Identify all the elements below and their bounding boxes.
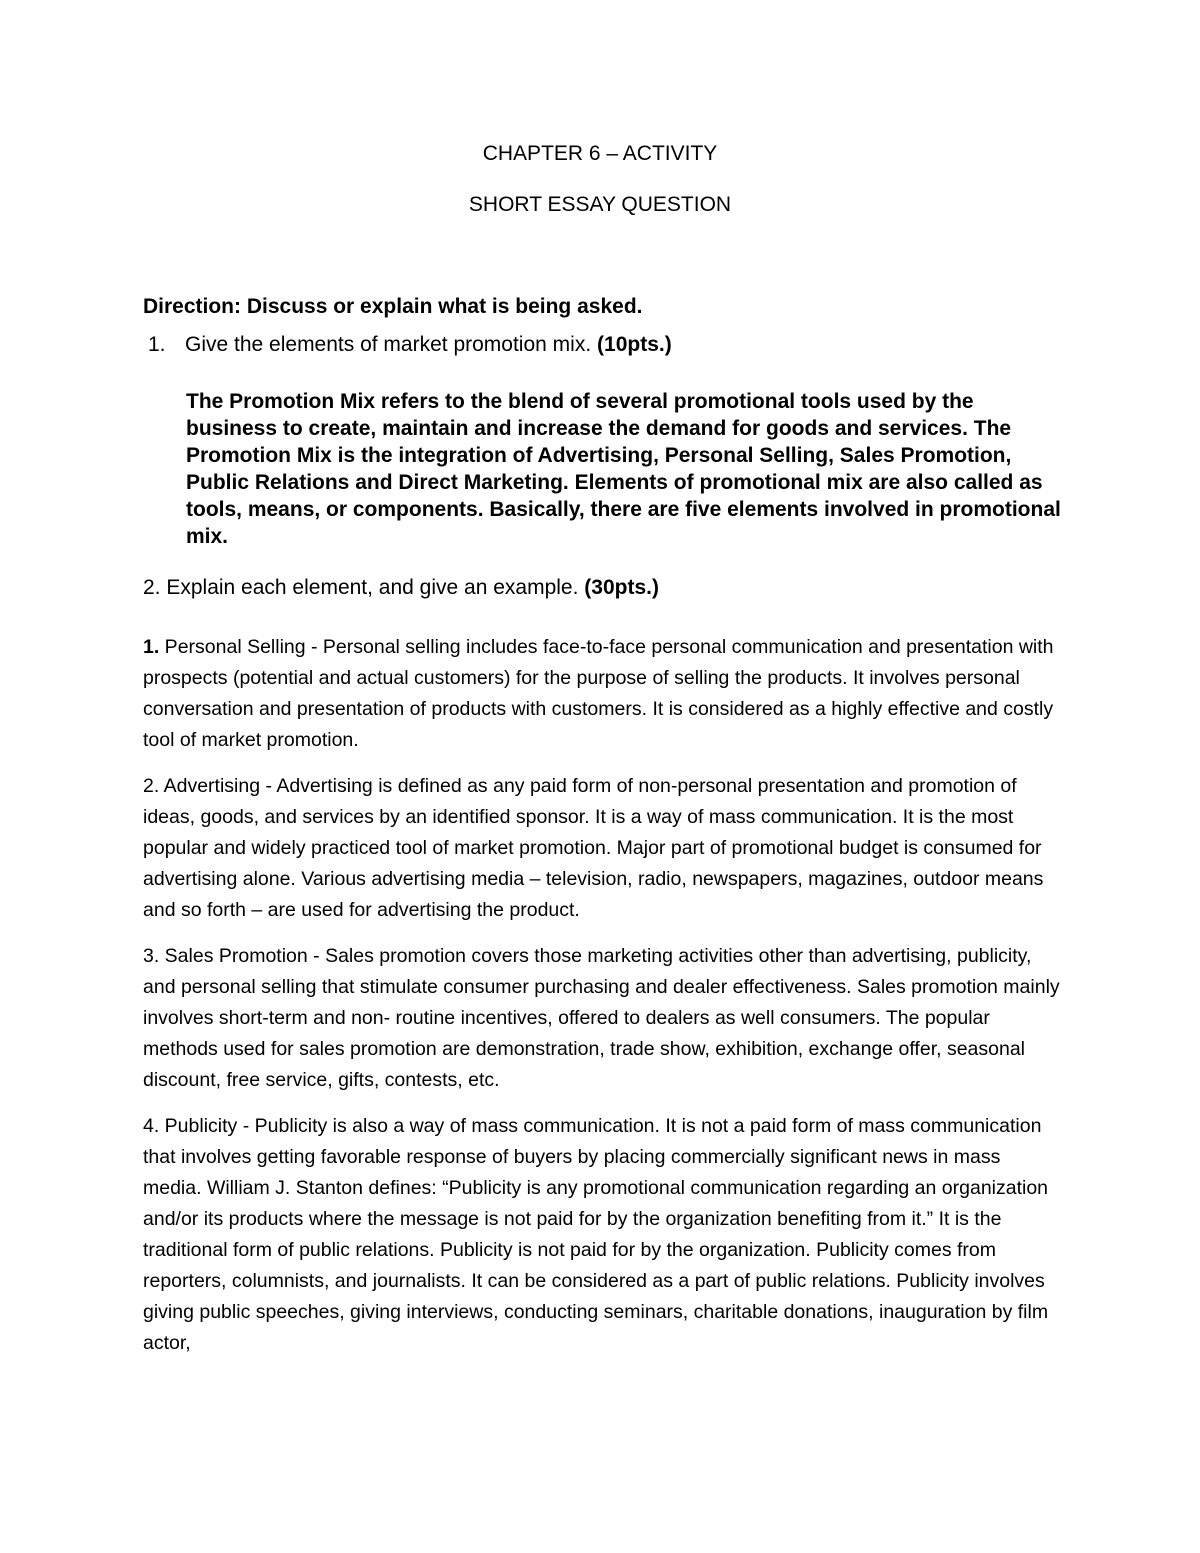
element-text: 3. Sales Promotion - Sales promotion covers those marketing activities other than advertising, publicity, and personal selling that stimulate consumer purchasing and dealer effectiveness. Sales promotion mainly involves short-term and non- routine incentives, offered to dealers as well consumers. The popular methods used for sales promotion are demonstration, trade show, exhibition, exchange offer, seasonal discount, free service, gifts, contests, etc. <box>143 945 1060 1091</box>
section-subtitle: SHORT ESSAY QUESTION <box>468 193 732 216</box>
question-1-answer: The Promotion Mix refers to the blend of several promotional tools used by the business to create, maintain and increase the demand for goods and services. The Promotion Mix is the integration of Advertising, Personal Selling, Sales Promotion, Public Relations and Direct Marketing. Elements of promotional mix are also called as tools, means, or components. Basically, there are five elements involved in promotional mix. <box>186 390 1061 548</box>
question-2 <box>143 576 659 600</box>
elements-list <box>143 632 1063 1374</box>
element-text: Personal Selling - Personal selling includes face-to-face personal communication and presentation with prospects (potential and actual customers) for the purpose of selling the products. It involves personal conversation and presentation of products with customers. It is considered as a highly effective and costly tool of market promotion. <box>143 636 1054 751</box>
question-1-number: 1. <box>148 333 166 356</box>
element-sales-promotion <box>143 941 1063 1096</box>
element-number: 1. <box>143 636 160 658</box>
element-text: 4. Publicity - Publicity is also a way of mass communication. It is not a paid form of mass communication that involves getting favorable response of buyers by placing commercially significant news in mass media. William J. Stanton defines: “Publicity is any promotional communication regarding an organization and/or its products where the message is not paid for by the organization benefiting from it.” It is the traditional form of public relations. Publicity is not paid for by the organization. Publicity comes from reporters, columnists, and journalists. It can be considered as a part of public relations. Publicity involves giving public speeches, giving interviews, conducting seminars, charitable donations, inauguration by film actor, <box>143 1115 1049 1354</box>
question-2-text: 2. Explain each element, and give an example. <box>143 576 579 599</box>
question-1 <box>148 333 672 357</box>
element-personal-selling <box>143 632 1063 756</box>
question-2-points: (30pts.) <box>584 576 659 599</box>
element-publicity <box>143 1111 1063 1359</box>
element-text: 2. Advertising - Advertising is defined as any paid form of non-personal presentation and promotion of ideas, goods, and services by an identified sponsor. It is a way of mass communication. It is the most popular and widely practiced tool of market promotion. Major part of promotional budget is consumed for advertising alone. Various advertising media – television, radio, newspapers, magazines, outdoor means and so forth – are used for advertising the product. <box>143 775 1044 921</box>
element-advertising <box>143 771 1063 926</box>
chapter-title: CHAPTER 6 – ACTIVITY <box>482 142 718 165</box>
question-1-text: Give the elements of market promotion mix. <box>185 333 592 356</box>
direction-text: Direction: Discuss or explain what is being asked. <box>143 295 643 318</box>
question-1-points: (10pts.) <box>597 333 672 356</box>
